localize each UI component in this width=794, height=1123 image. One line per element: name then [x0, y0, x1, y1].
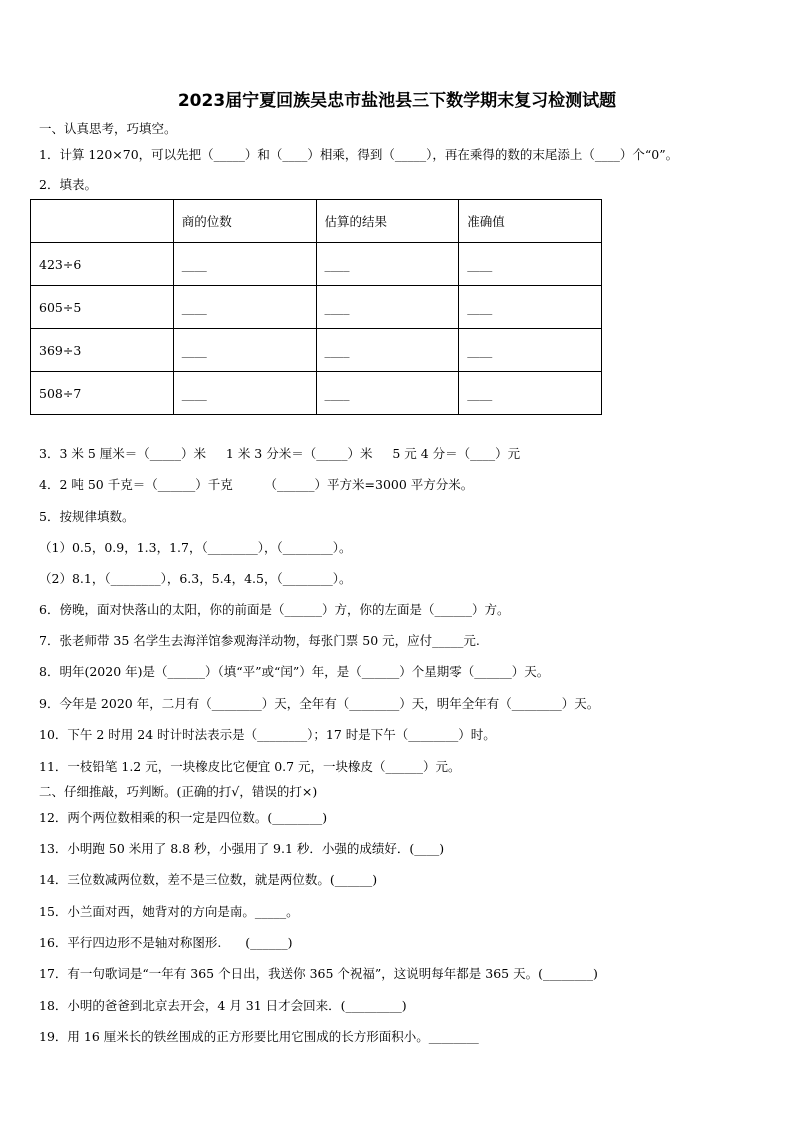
table-cell: ____ [316, 243, 459, 286]
question-5-part-2: （2）8.1，（________），6.3，5.4，4.5，（________）。 [39, 571, 352, 586]
table-cell: 369÷3 [31, 329, 174, 372]
question-5: 5．按规律填数。 [39, 509, 135, 524]
table-cell: ____ [316, 372, 459, 415]
table-header-cell: 估算的结果 [316, 200, 459, 243]
question-1: 1．计算 120×70，可以先把（_____）和（____）相乘，得到（_____），再在乘得的数的末尾添上（____）个“0”。 [39, 147, 679, 162]
table-cell: ____ [316, 286, 459, 329]
estimate-table [30, 199, 602, 415]
table-header-cell: 商的位数 [173, 200, 316, 243]
table-cell: ____ [459, 243, 602, 286]
table-row [31, 243, 602, 286]
question-8: 8．明年(2020 年)是（______）（填“平”或“闰”）年，是（______）个星期零（______）天。 [39, 664, 550, 679]
table-cell: 423÷6 [31, 243, 174, 286]
table-cell: 508÷7 [31, 372, 174, 415]
question-11: 11．一枝铅笔 1.2 元，一块橡皮比它便宜 0.7 元，一块橡皮（______）元。 [39, 759, 461, 774]
section-heading-fill: 一、认真思考，巧填空。 [39, 121, 177, 136]
question-4: 4．2 吨 50 千克＝（______）千克 （______）平方米=3000 平方分米。 [39, 477, 474, 492]
question-13: 13．小明跑 50 米用了 8.8 秒，小强用了 9.1 秒．小强的成绩好．(____) [39, 841, 445, 856]
question-16: 16．平行四边形不是轴对称图形. (______) [39, 935, 293, 950]
table-cell: ____ [459, 372, 602, 415]
question-15: 15．小兰面对西，她背对的方向是南。_____。 [39, 904, 299, 919]
question-17: 17．有一句歌词是“一年有 365 个日出，我送你 365 个祝福”，这说明每年都是 365 天。(________) [39, 966, 598, 981]
table-row [31, 286, 602, 329]
table-cell: ____ [316, 329, 459, 372]
question-3: 3．3 米 5 厘米＝（_____）米 1 米 3 分米＝（_____）米 5 元 4 分＝（____）元 [39, 446, 521, 461]
question-18: 18．小明的爸爸到北京去开会，4 月 31 日才会回来．(_________) [39, 998, 407, 1013]
table-cell: ____ [173, 372, 316, 415]
question-5-part-1: （1）0.5，0.9，1.3，1.7，（________），（________）。 [39, 540, 352, 555]
table-row [31, 372, 602, 415]
question-12: 12．两个两位数相乘的积一定是四位数。(________) [39, 810, 328, 825]
table-cell: ____ [459, 329, 602, 372]
question-19: 19．用 16 厘米长的铁丝围成的正方形要比用它围成的长方形面积小。________ [39, 1029, 479, 1044]
table-header-cell [31, 200, 174, 243]
table-cell: ____ [173, 329, 316, 372]
question-7: 7．张老师带 35 名学生去海洋馆参观海洋动物，每张门票 50 元，应付_____元. [39, 633, 480, 648]
question-10: 10．下午 2 时用 24 时计时法表示是（________）；17 时是下午（________）时。 [39, 727, 496, 742]
table-cell: ____ [173, 243, 316, 286]
question-9: 9．今年是 2020 年，二月有（________）天，全年有（________）天，明年全年有（________）天。 [39, 696, 600, 711]
question-14: 14．三位数减两位数，差不是三位数，就是两位数。(______) [39, 872, 378, 887]
page-title: 2023届宁夏回族吴忠市盐池县三下数学期末复习检测试题 [177, 91, 617, 111]
table-cell: ____ [173, 286, 316, 329]
question-6: 6．傍晚，面对快落山的太阳，你的前面是（______）方，你的左面是（______）方。 [39, 602, 510, 617]
question-2: 2．填表。 [39, 177, 97, 192]
table-header-cell: 准确值 [459, 200, 602, 243]
section-heading-judge: 二、仔细推敲，巧判断。(正确的打√，错误的打×) [39, 784, 318, 799]
table-cell: ____ [459, 286, 602, 329]
table-row [31, 329, 602, 372]
table-cell: 605÷5 [31, 286, 174, 329]
table-header-row [31, 200, 602, 243]
